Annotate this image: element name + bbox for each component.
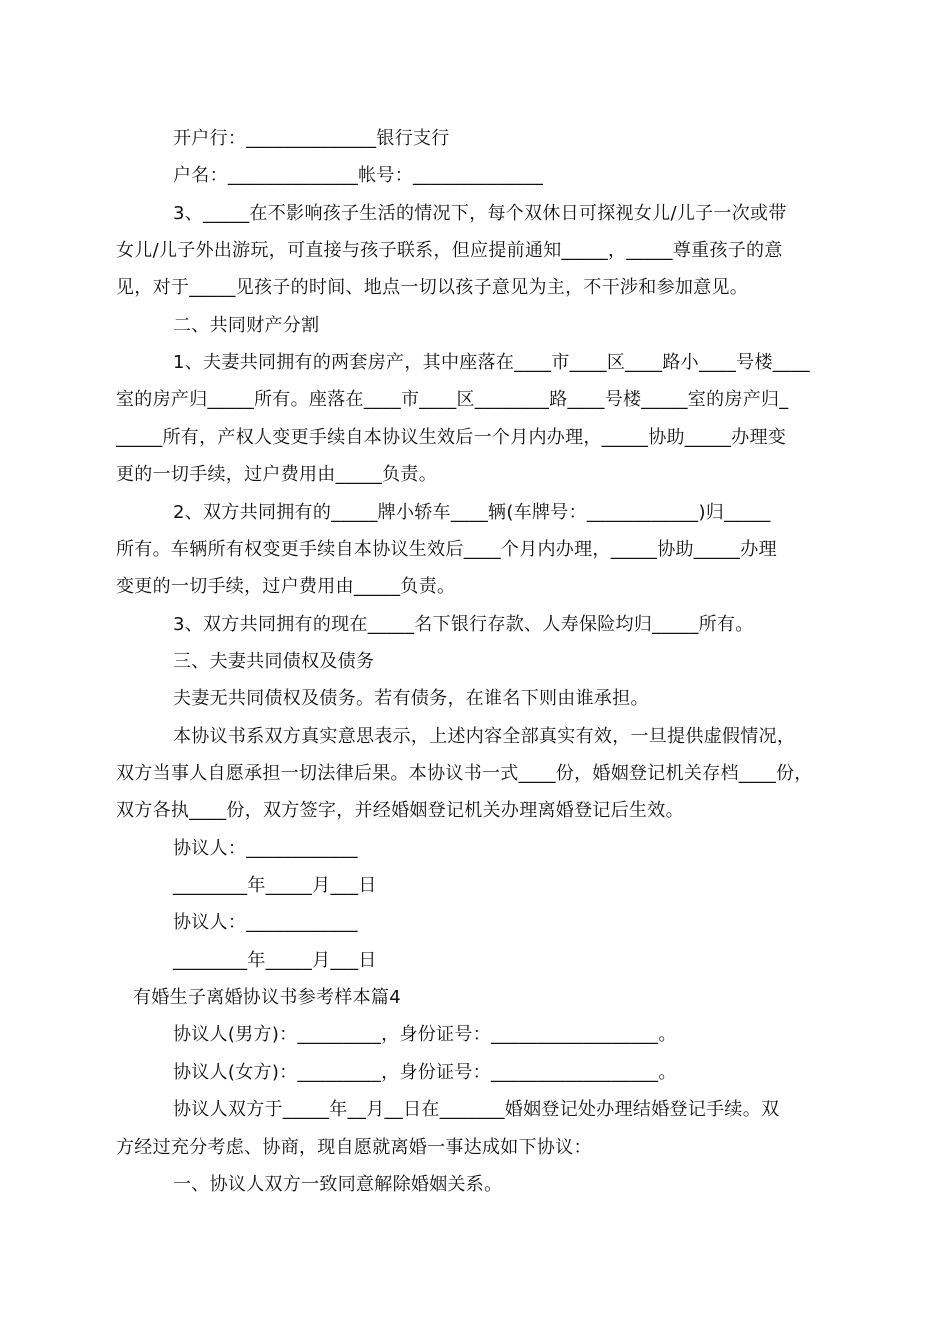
paragraph-line: 所有。车辆所有权变更手续自本协议生效后____个月内办理，_____协助_____办理 [116,539,777,560]
paragraph-line: 2、双方共同拥有的_____牌小轿车____辆(车牌号：____________)归_____ [173,502,771,523]
date-line: ________年_____月___日 [173,875,377,896]
account-name-line: 户名：______________帐号：______________ [173,165,544,186]
section-heading: 三、夫妻共同债权及债务 [173,651,375,672]
paragraph-line: 见，对于_____见孩子的时间、地点一切以孩子意见为主，不干涉和参加意见。 [116,277,749,298]
paragraph-line: 一、协议人双方一致同意解除婚姻关系。 [173,1174,503,1195]
section-title: 有婚生子离婚协议书参考样本篇4 [133,987,401,1008]
party-male-line: 协议人(男方)：_________，身份证号：__________________。 [173,1024,677,1045]
paragraph-line: 3、_____在不影响孩子生活的情况下，每个双休日可探视女儿/儿子一次或带 [173,203,787,224]
signatory-line: 协议人：____________ [173,838,358,859]
paragraph-line: 室的房产归_____所有。座落在____市____区________路____号楼_____室的房产归_ [116,389,789,410]
date-line: ________年_____月___日 [173,950,377,971]
paragraph-line: 夫妻无共同债权及债务。若有债务，在谁名下则由谁承担。 [173,688,649,709]
paragraph-line: 本协议书系双方真实意思表示，上述内容全部真实有效，一旦提供虚假情况， [173,726,796,747]
paragraph-line: 双方各执____份，双方签字，并经婚姻登记机关办理离婚登记后生效。 [116,800,684,821]
paragraph-line: _____所有，产权人变更手续自本协议生效后一个月内办理，_____协助_____办理变 [116,427,787,448]
paragraph-line: 双方当事人自愿承担一切法律后果。本协议书一式____份，婚姻登记机关存档____份， [116,763,813,784]
bank-branch-line: 开户行：______________银行支行 [173,128,450,149]
section-heading: 二、共同财产分割 [173,315,320,336]
paragraph-line: 方经过充分考虑、协商，现自愿就离婚一事达成如下协议： [116,1137,592,1158]
paragraph-line: 协议人双方于_____年__月__日在_______婚姻登记处办理结婚登记手续。双 [173,1099,780,1120]
signatory-line: 协议人：____________ [173,912,358,933]
paragraph-line: 3、双方共同拥有的现在_____名下银行存款、人寿保险均归_____所有。 [173,614,754,635]
paragraph-line: 1、夫妻共同拥有的两套房产，其中座落在____市____区____路小____号楼____ [173,352,810,373]
paragraph-line: 变更的一切手续，过户费用由_____负责。 [116,576,456,597]
paragraph-line: 女儿/儿子外出游玩，可直接与孩子联系，但应提前通知_____，_____尊重孩子的意 [116,240,783,261]
party-female-line: 协议人(女方)：_________，身份证号：__________________。 [173,1062,677,1083]
paragraph-line: 更的一切手续，过户费用由_____负责。 [116,464,437,485]
